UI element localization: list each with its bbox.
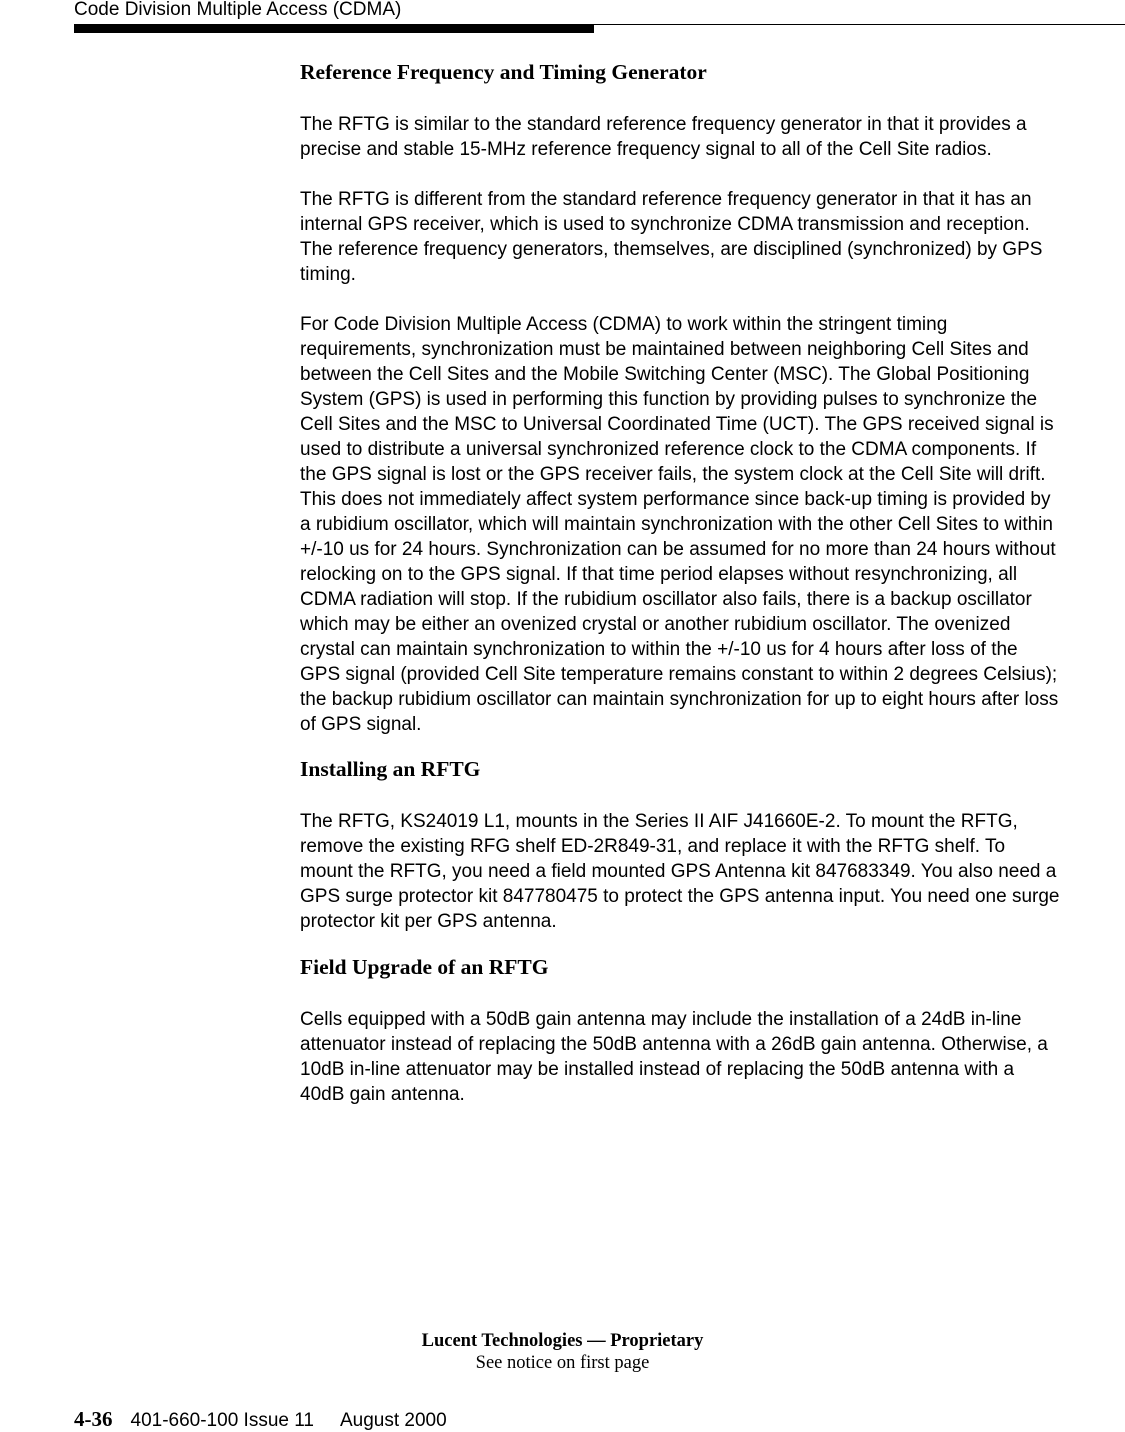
document-date: August 2000 [339, 1410, 447, 1431]
paragraph-upgrade: Cells equipped with a 50dB gain antenna may include the installation of a 24dB in-line attenuator instead of replacing the 50dB antenna with a 26dB gain antenna. Otherwise, a 10dB in-line attenuator may be installed instead of replacing the 50dB antenna with a 40dB gain antenna. [300, 1009, 1048, 1105]
section-heading-upgrade: Field Upgrade of an RFTG [300, 955, 549, 979]
paragraph-cdma-timing: For Code Division Multiple Access (CDMA) to work within the stringent timing requirements, synchronization must be maintained between neighboring Cell Sites and between the Cell Sites and the Mobile Switching Center (MSC). The Global Positioning System (GPS) is used in performing this function by providing pulses to synchronize the Cell Sites and the MSC to Universal Coordinated Time (UCT). The GPS received signal is used to distribute a universal synchronized reference clock to the CDMA components. If the GPS signal is lost or the GPS receiver fails, the system clock at the Cell Site will drift. This does not immediately affect system performance since back-up timing is provided by a rubidium oscillator, which will maintain synchronization with the other Cell Sites to within +/-10 us for 24 hours. Synchronization can be assumed for no more than 24 hours without relocking on to the GPS signal. If that time period elapses without resynchronizing, all CDMA radiation will stop. If the rubidium oscillator also fails, there is a backup oscillator which may be either an ovenized crystal or another rubidium oscillator. The ovenized crystal can maintain synchronization to within the +/-10 us for 4 hours after loss of the GPS signal (provided Cell Site temperature remains constant to within 2 degrees Celsius); the backup rubidium oscillator can maintain synchronization for up to eight hours after loss of GPS signal. [300, 314, 1059, 735]
page-footer [74, 1407, 447, 1432]
header-rule-thick [74, 25, 594, 33]
paragraph-rftg-similar: The RFTG is similar to the standard reference frequency generator in that it provides a precise and stable 15-MHz reference frequency signal to all of the Cell Site radios. [300, 114, 1027, 160]
document-id: 401-660-100 Issue 11 [130, 1410, 314, 1431]
section-heading-rftg: Reference Frequency and Timing Generator [300, 60, 707, 84]
paragraph-rftg-different: The RFTG is different from the standard reference frequency generator in that it has an internal GPS receiver, which is used to synchronize CDMA transmission and reception. The reference frequency generators, themselves, are disciplined (synchronized) by GPS timing. [300, 189, 1043, 285]
paragraph-install: The RFTG, KS24019 L1, mounts in the Series II AIF J41660E-2. To mount the RFTG, remove the existing RFG shelf ED-2R849-31, and replace it with the RFTG shelf. To mount the RFTG, you need a field mounted GPS Antenna kit 847683349. You also need a GPS surge protector kit 847780475 to protect the GPS antenna input. You need one surge protector kit per GPS antenna. [300, 811, 1060, 932]
footer-proprietary: Lucent Technologies — Proprietary [421, 1331, 704, 1351]
section-heading-install: Installing an RFTG [300, 757, 481, 781]
running-header: Code Division Multiple Access (CDMA) [74, 0, 402, 20]
footer-notice: See notice on first page [475, 1353, 650, 1373]
page-content [300, 58, 1062, 1107]
page-number: 4-36 [74, 1407, 113, 1431]
